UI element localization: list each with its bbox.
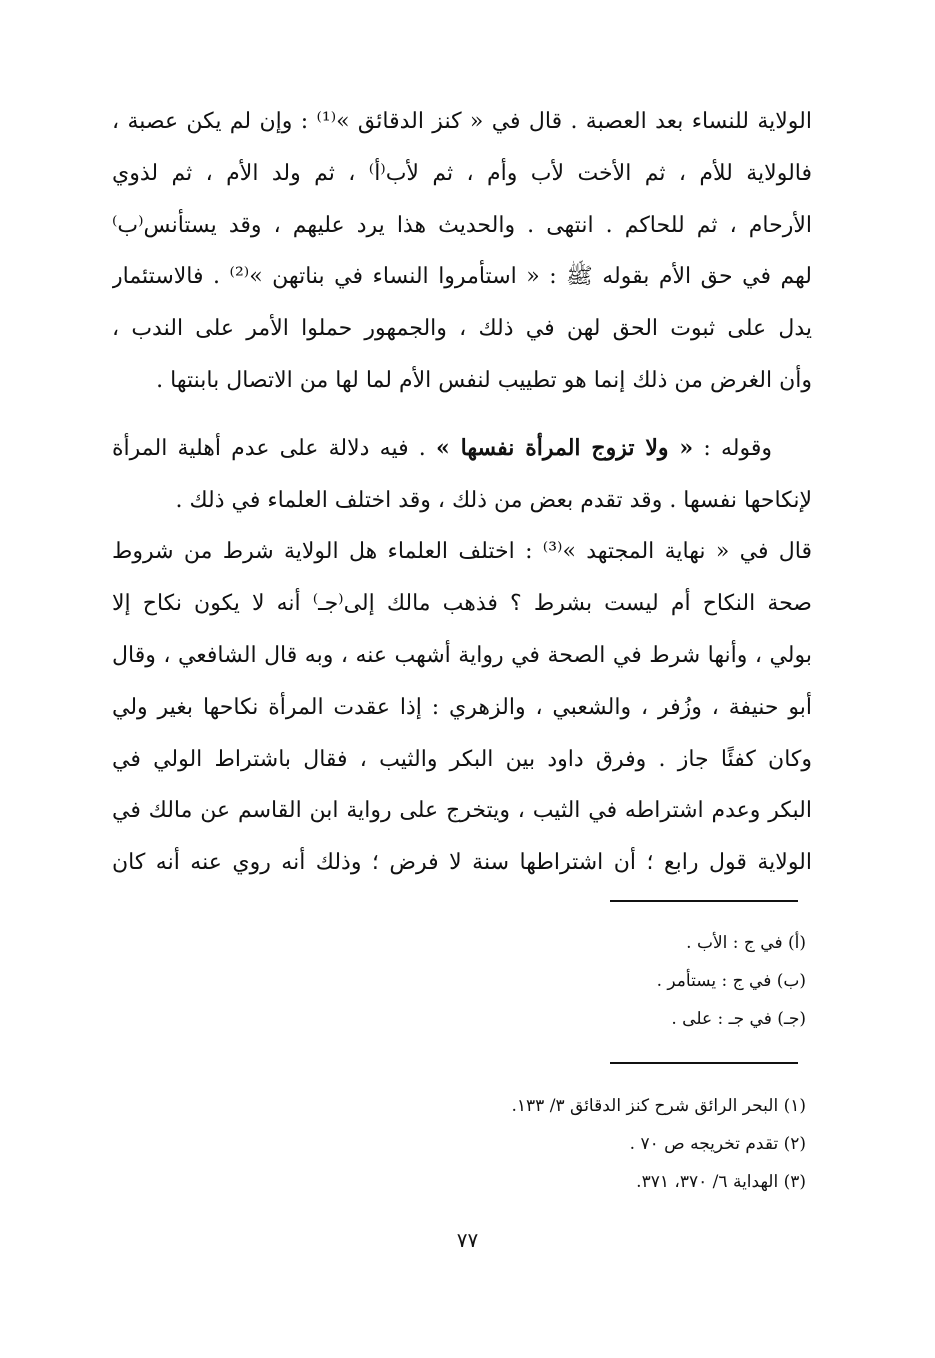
text-line: يدل على ثبوت الحق لهن في ذلك ، والجمهور حملوا الأمر على الندب ، — [112, 316, 812, 342]
text-line: بولي ، وأنها شرط في الصحة في رواية أشهب عنه ، وبه قال الشافعي ، وقال — [112, 642, 812, 668]
text-line: لهم في حق الأم بقوله ﷺ : « استأمروا النساء في بناتهن »⁽²⁾ . فالاستئمار — [112, 264, 812, 290]
source-note: (٢) تقدم تخريجه ص ٧٠ . — [629, 1134, 806, 1154]
text-line: الولاية للنساء بعد العصبة . قال في « كنز الدقائق »⁽¹⁾ : وإن لم يكن عصبة ، — [112, 109, 812, 134]
variant-note: (جـ) في جـ : على . — [671, 1009, 806, 1029]
variant-footnotes — [300, 924, 806, 1038]
text-line: أبو حنيفة ، وزُفر ، والشعبي ، والزهري : إذا عقدت المرأة نكاحها بغير ولي — [112, 694, 812, 720]
text-line: وكان كفئًا جاز . وفرق داود بين البكر والثيب ، فقال باشتراط الولي في — [112, 746, 812, 772]
main-text — [112, 96, 812, 889]
text-line: الولاية قول رابع ؛ أن اشتراطها سنة لا فرض ؛ وذلك أنه روي عنه أنه كان — [112, 850, 812, 876]
text-line: صحة النكاح أم ليست بشرط ؟ فذهب مالك إلى⁽جـ⁾ أنه لا يكون نكاح إلا — [112, 591, 812, 617]
text-line-paragraph-start — [112, 423, 812, 475]
text-line: وأن الغرض من ذلك إنما هو تطييب لنفس الأم لما لها من الاتصال بابنتها . — [156, 367, 812, 393]
text-line: قال في « نهاية المجتهد »⁽³⁾ : اختلف العلماء هل الولاية شرط من شروط — [112, 539, 812, 565]
hadith-quote: « ولا تزوج المرأة نفسها » — [436, 434, 694, 461]
para-intro-rest: . فيه دلالة على عدم أهلية المرأة — [112, 435, 437, 461]
page-number: ٧٧ — [456, 1228, 479, 1252]
text-line: الأرحام ، ثم للحاكم . انتهى . والحديث هذا يرد عليهم ، وقد يستأنس⁽ب⁾ — [112, 212, 812, 238]
text-line: لإنكاحها نفسها . وقد تقدم بعض من ذلك ، وقد اختلف العلماء في ذلك . — [175, 487, 812, 513]
text-line: البكر وعدم اشتراطه في الثيب ، ويتخرج على رواية ابن القاسم عن مالك في — [112, 798, 812, 824]
variant-note: (ب) في ج : يستأمر . — [656, 971, 806, 991]
footnote-divider-variants — [610, 900, 798, 902]
text-line: فالولاية للأم ، ثم الأخت لأب وأم ، ثم لأب⁽أ⁾ ، ثم ولد الأم ، ثم لذوي — [112, 160, 812, 186]
variant-note: (أ) في ج : الأب . — [686, 933, 806, 953]
para-intro: وقوله : — [693, 435, 772, 461]
source-note: (١) البحر الرائق شرح كنز الدقائق ٣/ ١٣٣. — [511, 1096, 806, 1116]
source-note: (٣) الهداية ٦/ ٣٧٠، ٣٧١. — [636, 1172, 806, 1192]
footnote-divider-sources — [610, 1062, 798, 1064]
source-footnotes — [300, 1087, 806, 1201]
